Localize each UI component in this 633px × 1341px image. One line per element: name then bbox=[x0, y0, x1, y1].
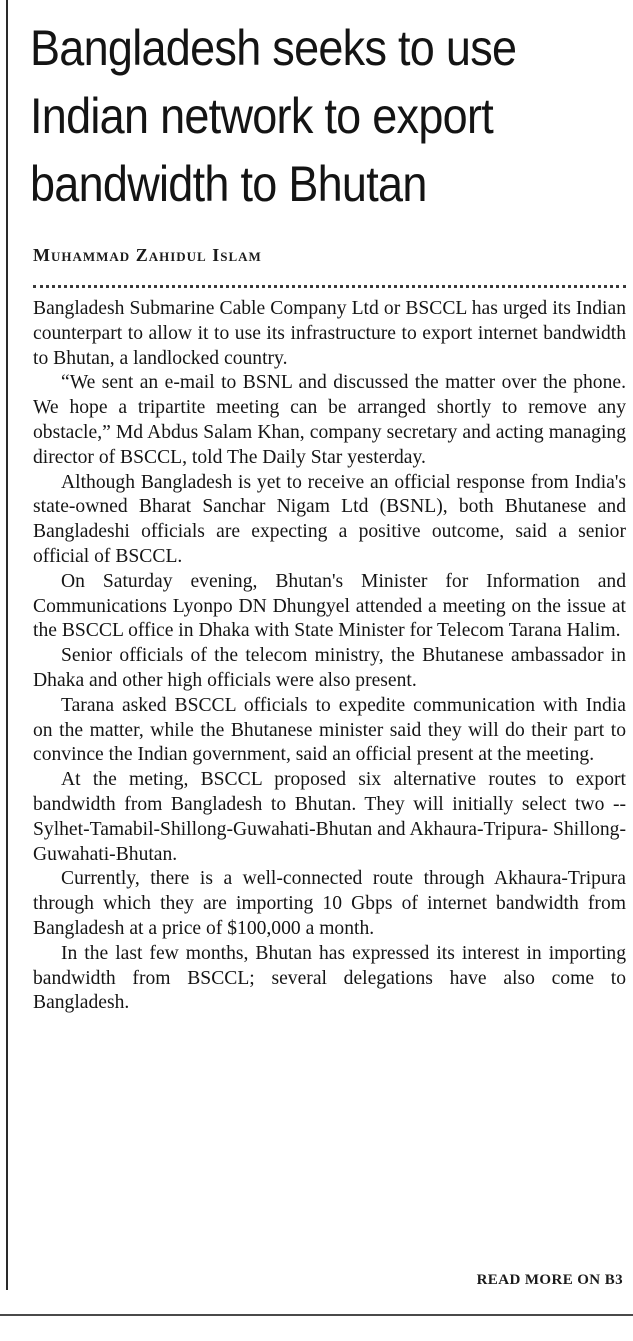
headline: Bangladesh seeks to use Indian network to export bandwidth to Bhutan bbox=[30, 20, 517, 212]
paragraph-6: Tarana asked BSCCL officials to expedite communication with India on the matter, while the Bhutanese minister said they will do their part to convince the Indian government, said an official present at the meeting. bbox=[33, 694, 626, 766]
paragraph-7: At the meting, BSCCL proposed six alternative routes to export bandwidth from Bangladesh to Bhutan. They will initially select two -- Sylhet-Tamabil-Shillong-Guwahati-Bhutan and Akhaura-Tripura- Shillong-Guwahati-Bhutan. bbox=[33, 769, 626, 865]
paragraph-5: Senior officials of the telecom ministry, the Bhutanese ambassador in Dhaka and other high officials were also present. bbox=[33, 645, 626, 691]
paragraph-2: “We sent an e-mail to BSNL and discussed the matter over the phone. We hope a tripartite meeting can be arranged shortly to remove any obstacle,” Md Abdus Salam Khan, company secretary and acting managing director of BSCCL, told The Daily Star yesterday. bbox=[33, 372, 626, 468]
article-body bbox=[33, 297, 626, 1016]
paragraph-4: On Saturday evening, Bhutan's Minister for Information and Communications Lyonpo DN Dhungyel attended a meeting on the issue at the BSCCL office in Dhaka with State Minister for Telecom Tarana Halim. bbox=[33, 570, 626, 642]
paragraph-3: Although Bangladesh is yet to receive an official response from India's state-owned Bharat Sanchar Nigam Ltd (BSNL), both Bhutanese and Bangladeshi officials are expecting a positive outcome, said a senior official of BSCCL. bbox=[33, 471, 626, 567]
continuation-note: READ MORE ON B3 bbox=[476, 1272, 623, 1288]
column-rule-left bbox=[6, 0, 8, 1290]
paragraph-9: In the last few months, Bhutan has expressed its interest in importing bandwidth from BSCCL; several delegations have also come to Bangladesh. bbox=[33, 942, 626, 1014]
bottom-divider bbox=[0, 1314, 633, 1316]
byline: Muhammad Zahidul Islam bbox=[33, 245, 262, 265]
paragraph-8: Currently, there is a well-connected route through Akhaura-Tripura through which they are importing 10 Gbps of internet bandwidth from Bangladesh at a price of $100,000 a month. bbox=[33, 868, 626, 939]
byline-divider bbox=[33, 285, 626, 288]
paragraph-1: Bangladesh Submarine Cable Company Ltd or BSCCL has urged its Indian counterpart to allow it to use its infrastructure to export internet bandwidth to Bhutan, a landlocked country. bbox=[33, 298, 626, 369]
